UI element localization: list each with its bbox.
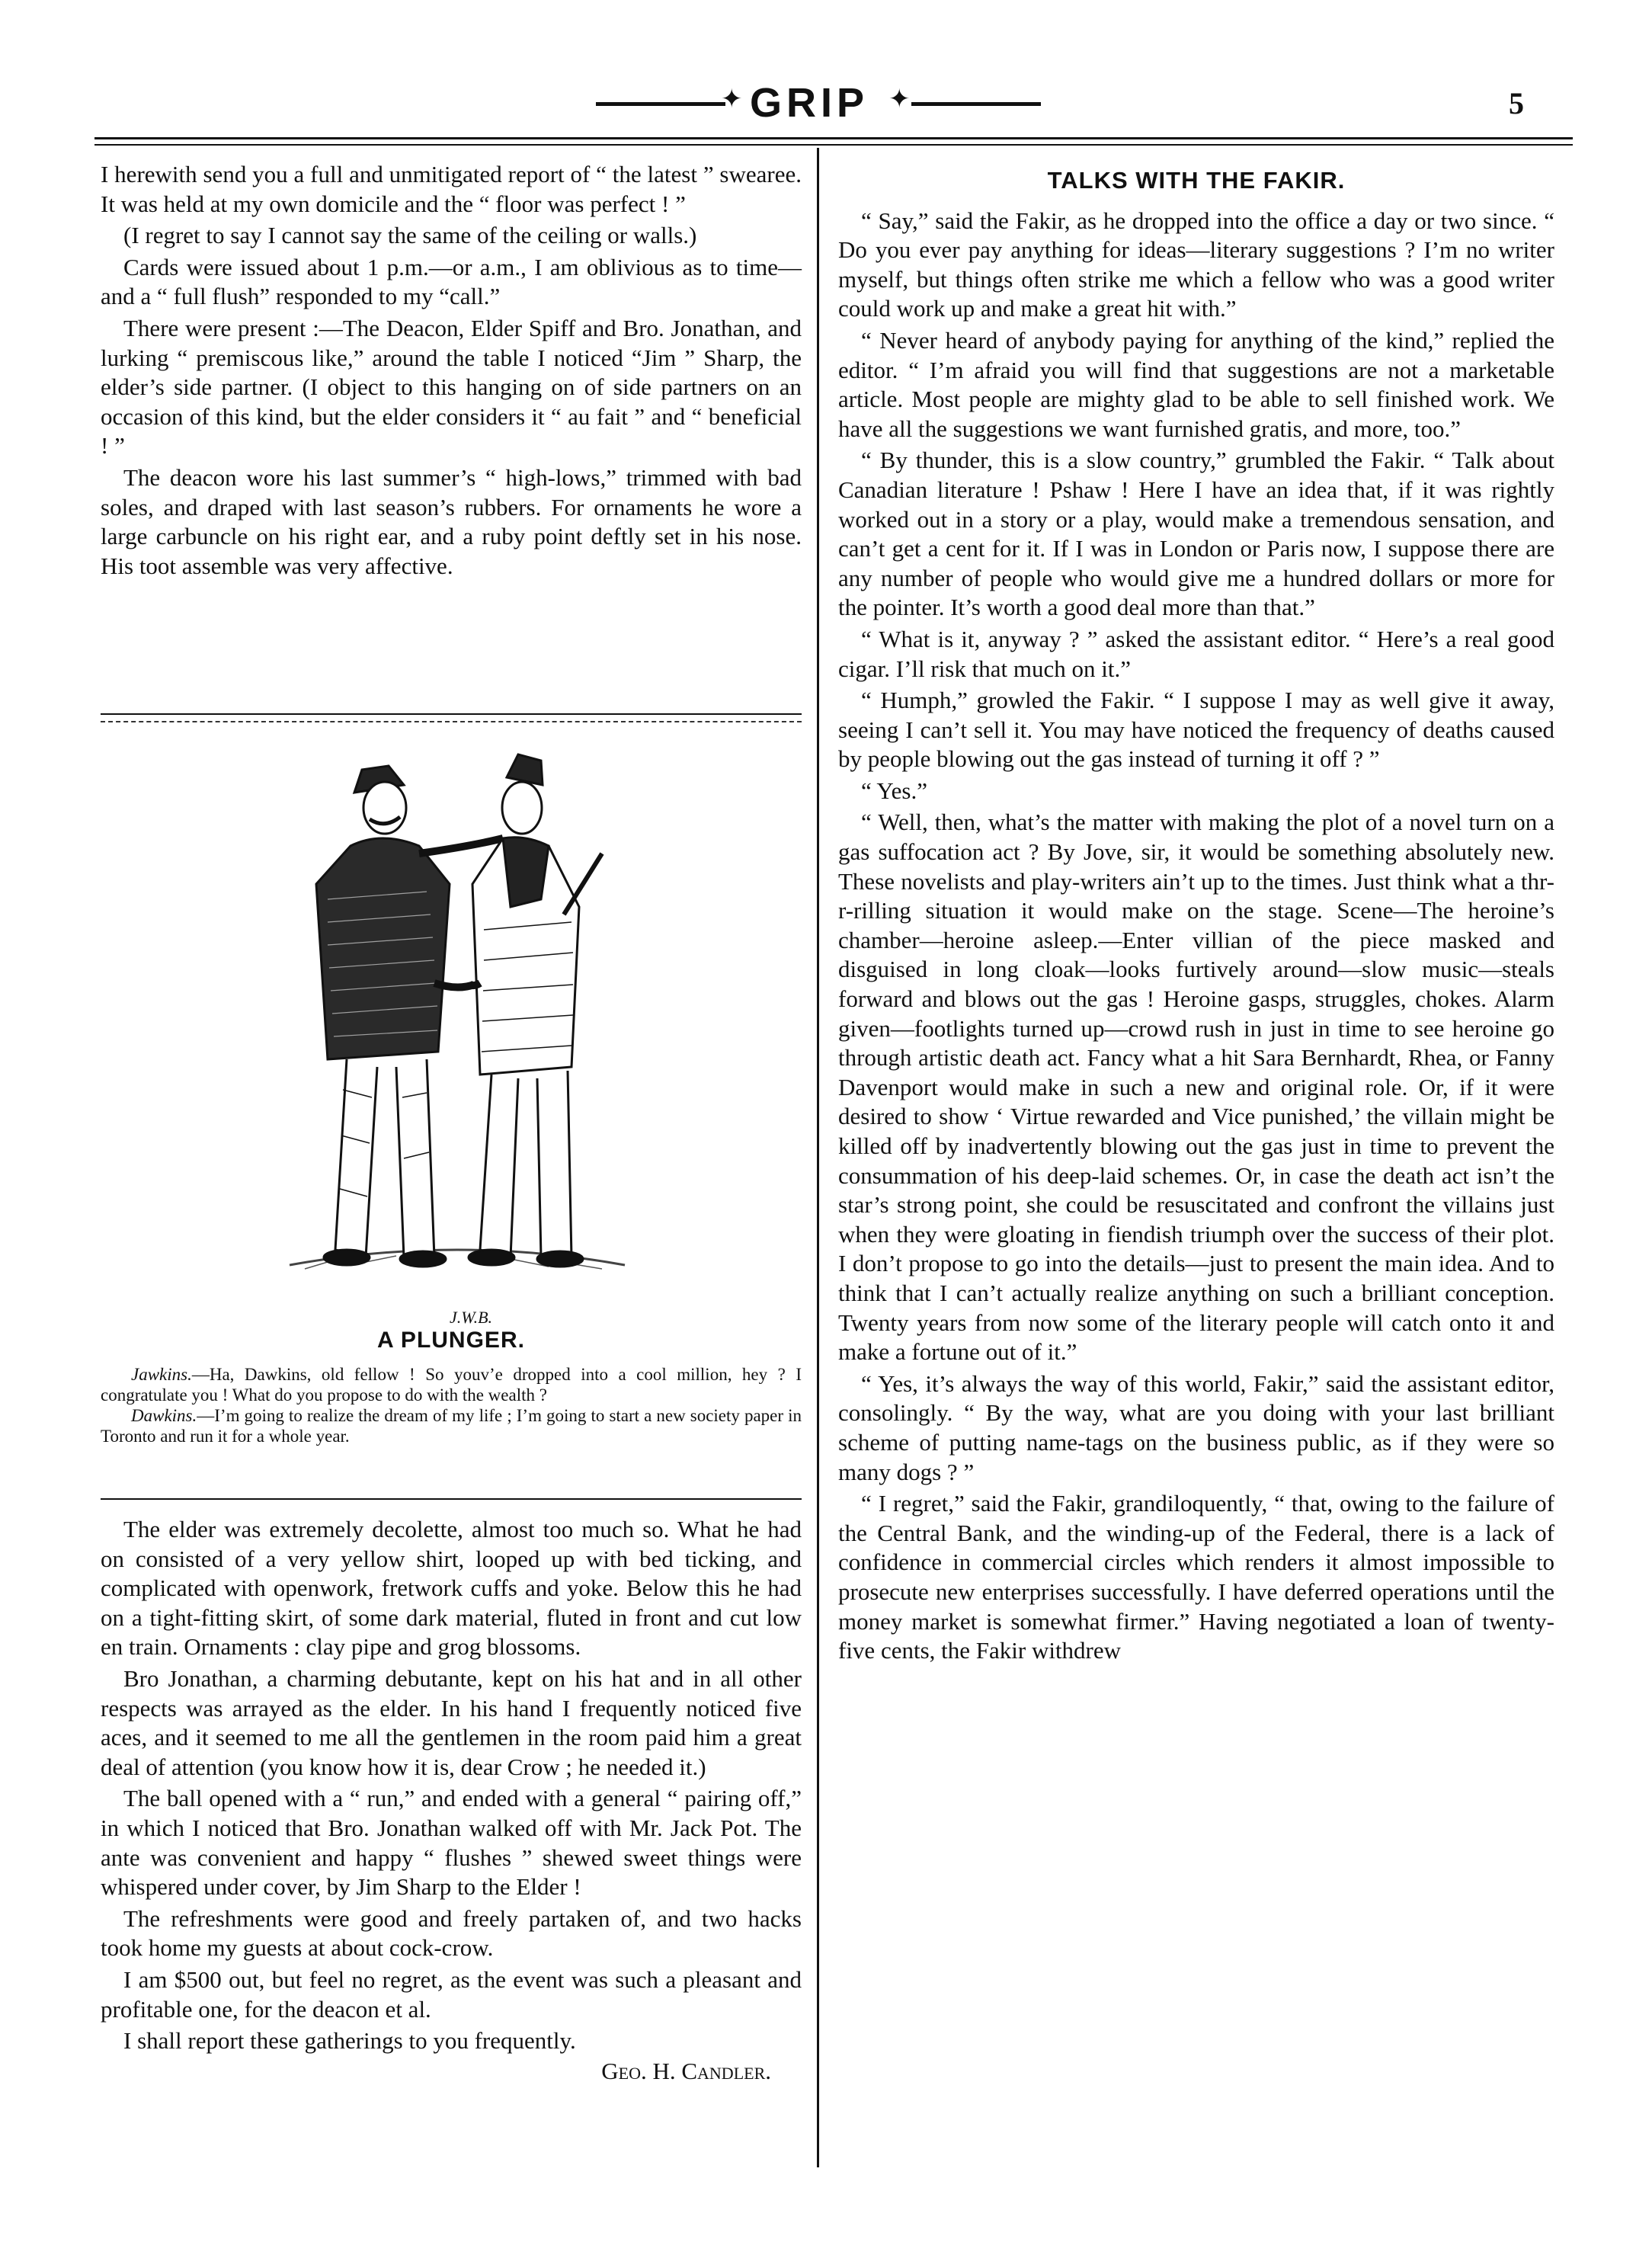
figure-dawkins (469, 754, 602, 1267)
illustration-caption (101, 1364, 802, 1446)
masthead (0, 79, 1652, 125)
artist-signature: J.W.B. (450, 1308, 493, 1327)
right-column-article (838, 160, 1554, 1668)
section-rule (101, 1498, 802, 1500)
paragraph: The refreshments were good and freely partaken of, and two hacks took home my guests at about cock-crow. (101, 1904, 802, 1962)
paragraph: (I regret to say I cannot say the same of the ceiling or walls.) (123, 222, 697, 249)
paragraph: “ Well, then, what’s the matter with making the plot of a novel turn on a gas suffocation act ? By Jove, sir, it would be something absolutely new. These novelists and play-writers ain’t up to the times. Just think what a thr-r-rilling situation it would make on the stage. Scene—The heroine’s chamber—heroine asleep.—Enter villian of the piece masked and disguised in long cloak—looks furtively around—slow music—steals forward and blows out the gas ! Heroine gasps, struggles, chokes. Alarm given—footlights turned up—crowd rush in just in time to see heroine go through artistic death act. Fancy what a hit Sara Bernhardt, Rhea, or Fanny Davenport would make in such a new and original role. Or, if it were desired to show ‘ Virtue rewarded and Vice punished,’ the villain might be killed off by inadvertently blowing out the gas just in time to prevent the consummation of his deep-laid schemes. Or, in case the death act isn’t the star’s strong point, she could be resuscitated and confront the villains just when they were gloating in fiendish triumph over the success of their plot. I don’t propose to go into the details—just to present the main idea. And to think that I can’t actually realize anything on such a brilliant conception. Twenty years from now some of the literary people will catch onto it and make a fortune out of it.” (838, 809, 1554, 1366)
paragraph: “ Yes.” (861, 777, 927, 804)
paragraph: The deacon wore his last summer’s “ high-lows,” trimmed with bad soles, and draped with last season’s rubbers. For ornaments he wore a large carbuncle on his right ear, and a ruby point deftly set in his nose. His toot assemble was very affective. (101, 463, 802, 579)
star-ornament-icon: ✦ (888, 85, 911, 114)
figure-jawkins (316, 766, 503, 1267)
paragraph: There were present :—The Deacon, Elder Spiff and Bro. Jonathan, and lurking “ premiscous like,” around the table I noticed “Jim ” Sharp, the elder’s side partner. (I object to this hanging on of side partners on an occasion of this kind, but the elder considers it “ au fait ” and “ beneficial ! ” (101, 314, 802, 460)
caption-line (101, 1405, 802, 1446)
left-column-top-article (101, 160, 802, 583)
masthead-title: GRIP (750, 80, 869, 126)
paragraph: I am $500 out, but feel no regret, as the event was such a pleasant and profitable one, for the deacon et al. (101, 1965, 802, 2023)
caption-line (101, 1364, 802, 1405)
section-rule (101, 713, 802, 715)
paragraph: Cards were issued about 1 p.m.—or a.m., I am oblivious as to time—and a “ full flush” responded to my “call.” (101, 253, 802, 310)
paragraph: “ Yes, it’s always the way of this world, Fakir,” said the assistant editor, consolingly. “ By the way, what are you doing with your last brilliant scheme of putting name-tags on the business public, as if they were so many dogs ? ” (838, 1369, 1554, 1485)
paragraph: “ What is it, anyway ? ” asked the assistant editor. “ Here’s a real good cigar. I’ll risk that much on it.” (838, 625, 1554, 682)
header-double-rule (94, 137, 1573, 146)
paragraph: “ Never heard of anybody paying for anything of the kind,” replied the editor. “ I’m afraid you will find that suggestions are not a marketable article. Most people are mighty glad to be able to sell finished work. We have all the suggestions we want furnished gratis, and more, too.” (838, 326, 1554, 442)
caption-text: —I’m going to realize the dream of my life ; I’m going to start a new society paper in Toronto and run it for a whole year. (101, 1406, 802, 1446)
paragraph: “ I regret,” said the Fakir, grandiloquently, “ that, owing to the failure of the Central Bank, and the winding-up of the Federal, there is a lack of confidence in commercial circles which renders it almost impossible to prosecute new enterprises successfully. I have deferred operations until the money market is somewhat firmer.” Having negotiated a loan of twenty-five cents, the Fakir withdrew (838, 1490, 1554, 1664)
paragraph: The ball opened with a “ run,” and ended with a general “ pairing off,” in which I noticed that Bro. Jonathan walked off with Mr. Jack Pot. The ante was convenient and happy “ flushes ” shewed sweet things were whispered under cover, by Jim Sharp to the Elder ! (101, 1785, 802, 1901)
article-heading: TALKS WITH THE FAKIR. (1047, 167, 1346, 194)
page-number: 5 (1509, 86, 1524, 120)
section-rule-dotted (101, 721, 802, 722)
column-divider (817, 148, 819, 2167)
caption-speaker: Jawkins. (131, 1365, 192, 1384)
paragraph: The elder was extremely decolette, almost too much so. What he had on consisted of a very yellow shirt, looped up with bed ticking, and complicated with openwork, fretwork cuffs and yoke. Below this he had on a tight-fitting skirt, of some dark material, fluted in front and cut low en train. Ornaments : clay pipe and grog blossoms. (101, 1516, 802, 1661)
paragraph: “ By thunder, this is a slow country,” grumbled the Fakir. “ Talk about Canadian literature ! Pshaw ! Here I have an idea that, if it was rightly worked out in a story or a play, would make a tremendous sensation, and can’t get a cent for it. If I was in London or Paris now, I suppose there are any number of people who would give me a hundred dollars or more for the pointer. It’s worth a good deal more than that.” (838, 447, 1554, 621)
left-column-bottom-article (101, 1515, 802, 2086)
illustration-title: A PLUNGER. (377, 1328, 525, 1353)
masthead-rule-right (911, 102, 1041, 106)
caption-text: —Ha, Dawkins, old fellow ! So youv’e dropped into a cool million, hey ? I congratulate you ! What do you propose to do with the wealth ? (101, 1365, 802, 1405)
paragraph: “ Humph,” growled the Fakir. “ I suppose I may as well give it away, seeing I can’t sell it. You may have noticed the frequency of deaths caused by people blowing out the gas instead of turning it off ? ” (838, 687, 1554, 773)
paragraph: I shall report these gatherings to you frequently. (123, 2027, 576, 2055)
caption-speaker: Dawkins. (131, 1406, 197, 1425)
masthead-rule-left (596, 102, 725, 106)
paragraph: “ Say,” said the Fakir, as he dropped into the office a day or two since. “ Do you ever pay anything for ideas—literary suggestions ? I’m no writer myself, but things often strike me which a fellow who was a good writer could work up and make a great hit with.” (838, 207, 1554, 322)
star-ornament-icon: ✦ (721, 85, 743, 114)
plunger-cartoon-illustration (274, 732, 640, 1341)
paragraph: Bro Jonathan, a charming debutante, kept on his hat and in all other respects was arrayed as the elder. In his hand I frequently noticed five aces, and it seemed to me all the gentlemen in the room paid him a great deal of attention (you know how it is, dear Crow ; he needed it.) (101, 1664, 802, 1780)
author-signature: Geo. H. Candler. (601, 2057, 771, 2084)
paragraph: I herewith send you a full and unmitigated report of “ the latest ” swearee. It was held at my own domicile and the “ floor was perfect ! ” (101, 161, 802, 217)
